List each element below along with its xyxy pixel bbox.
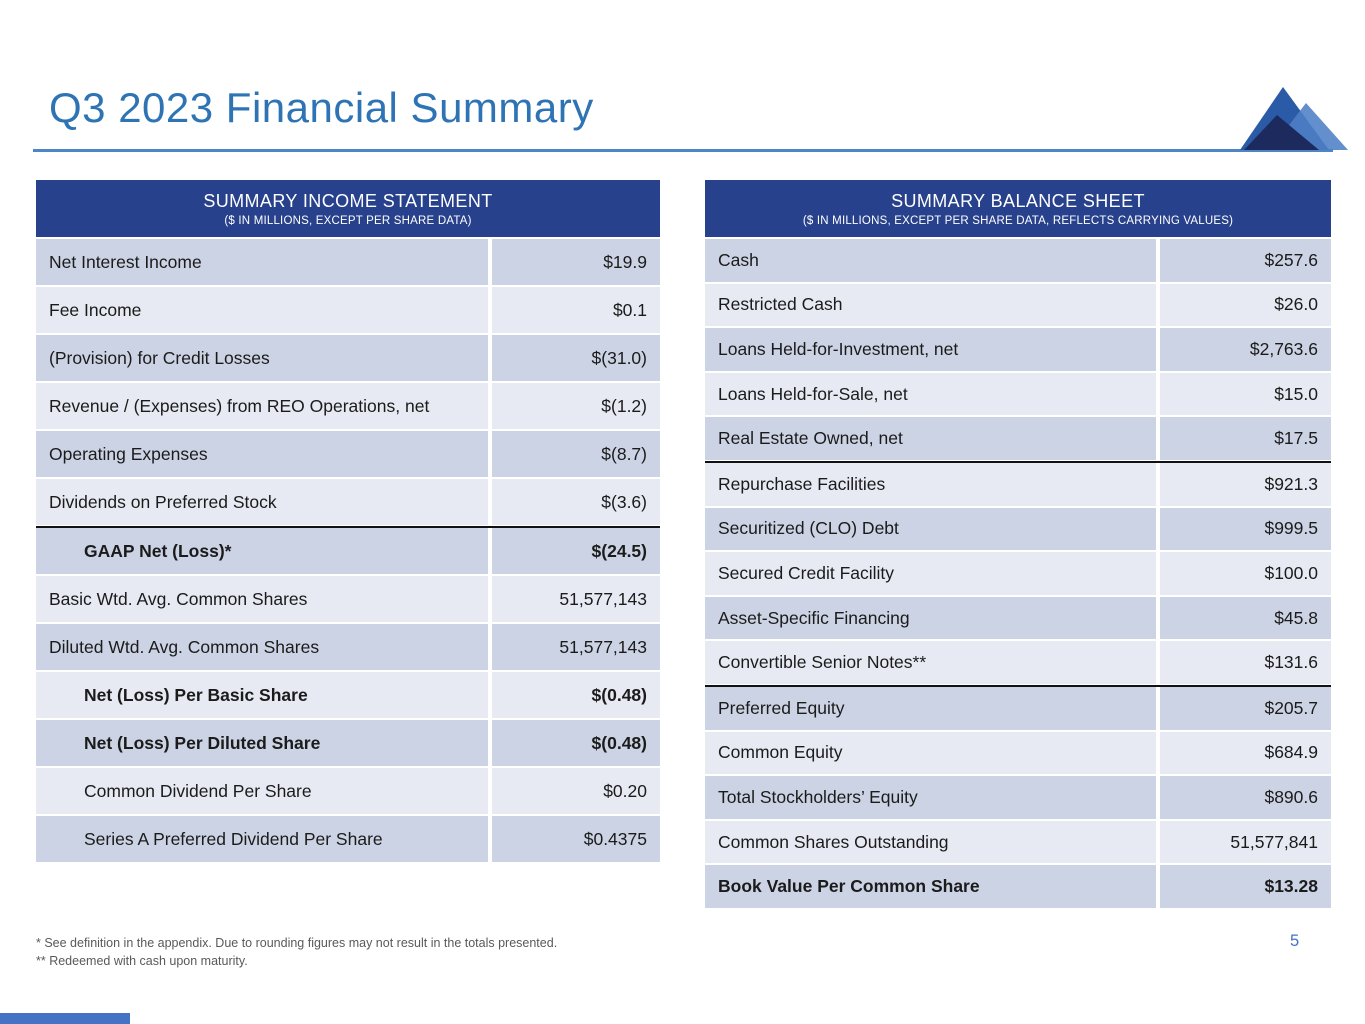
title-underline: [33, 149, 1333, 152]
table-row: [36, 720, 660, 766]
row-value: $15.0: [1160, 373, 1331, 416]
page-title: Q3 2023 Financial Summary: [49, 84, 594, 131]
page-number: 5: [1290, 932, 1300, 950]
row-label: Repurchase Facilities: [705, 463, 1156, 506]
row-label: Secured Credit Facility: [705, 552, 1156, 595]
row-value: $999.5: [1160, 508, 1331, 551]
row-label: (Provision) for Credit Losses: [36, 335, 488, 381]
table-row: [36, 576, 660, 622]
row-value: $26.0: [1160, 284, 1331, 327]
row-label: Asset-Specific Financing: [705, 597, 1156, 640]
company-logo: [1236, 86, 1348, 152]
row-label: Securitized (CLO) Debt: [705, 508, 1156, 551]
table-row: [705, 284, 1331, 327]
table-row: [36, 383, 660, 429]
row-value: $(24.5): [492, 528, 660, 574]
row-value: $0.1: [492, 287, 660, 333]
row-label: Loans Held-for-Investment, net: [705, 328, 1156, 371]
row-value: $205.7: [1160, 687, 1331, 730]
row-value: 51,577,143: [492, 624, 660, 670]
table-row: [705, 373, 1331, 416]
table-row: [36, 335, 660, 381]
balance-sheet-rows: [705, 239, 1331, 908]
row-value: $0.20: [492, 768, 660, 814]
row-label: Operating Expenses: [36, 431, 488, 477]
table-row: [36, 287, 660, 333]
table-row: [705, 732, 1331, 775]
row-label: Cash: [705, 239, 1156, 282]
row-value: $100.0: [1160, 552, 1331, 595]
income-statement-subtitle: ($ IN MILLIONS, EXCEPT PER SHARE DATA): [224, 214, 472, 227]
table-row: [36, 239, 660, 285]
footer-accent-bar: [0, 1013, 130, 1024]
table-row: [705, 865, 1331, 908]
income-statement-title: SUMMARY INCOME STATEMENT: [203, 190, 493, 211]
row-value: $45.8: [1160, 597, 1331, 640]
row-label: Loans Held-for-Sale, net: [705, 373, 1156, 416]
row-value: $(1.2): [492, 383, 660, 429]
row-value: $(8.7): [492, 431, 660, 477]
table-row: [705, 328, 1331, 371]
row-value: $(0.48): [492, 720, 660, 766]
table-row: [705, 821, 1331, 864]
row-value: $921.3: [1160, 463, 1331, 506]
table-row: [705, 597, 1331, 640]
row-label: Common Equity: [705, 732, 1156, 775]
row-label: Preferred Equity: [705, 687, 1156, 730]
row-value: $13.28: [1160, 865, 1331, 908]
table-row: [36, 624, 660, 670]
row-label: Revenue / (Expenses) from REO Operations, net: [36, 383, 488, 429]
row-label: Common Shares Outstanding: [705, 821, 1156, 864]
row-label: Restricted Cash: [705, 284, 1156, 327]
row-value: 51,577,143: [492, 576, 660, 622]
row-label: Net (Loss) Per Basic Share: [36, 672, 488, 718]
row-value: $684.9: [1160, 732, 1331, 775]
income-statement-rows: [36, 239, 660, 862]
table-row: [705, 641, 1331, 684]
table-row: [705, 685, 1331, 730]
income-statement-table: [36, 180, 660, 862]
table-row: [705, 417, 1331, 460]
row-value: $19.9: [492, 239, 660, 285]
row-value: $0.4375: [492, 816, 660, 862]
balance-sheet-subtitle: ($ IN MILLIONS, EXCEPT PER SHARE DATA, REFLECTS CARRYING VALUES): [802, 214, 1234, 227]
row-value: $17.5: [1160, 417, 1331, 460]
table-row: [705, 776, 1331, 819]
table-row: [36, 816, 660, 862]
footnote-line: ** Redeemed with cash upon maturity.: [36, 954, 248, 968]
table-row: [705, 508, 1331, 551]
table-row: [705, 239, 1331, 282]
row-value: $890.6: [1160, 776, 1331, 819]
table-row: [705, 552, 1331, 595]
balance-sheet-header: [705, 180, 1331, 237]
row-value: $(0.48): [492, 672, 660, 718]
table-row: [36, 526, 660, 574]
table-row: [36, 768, 660, 814]
row-label: Net (Loss) Per Diluted Share: [36, 720, 488, 766]
row-label: Diluted Wtd. Avg. Common Shares: [36, 624, 488, 670]
row-label: Common Dividend Per Share: [36, 768, 488, 814]
footnotes: [36, 934, 557, 970]
row-label: GAAP Net (Loss)*: [36, 528, 488, 574]
row-label: Dividends on Preferred Stock: [36, 479, 488, 525]
row-label: Basic Wtd. Avg. Common Shares: [36, 576, 488, 622]
row-value: $(31.0): [492, 335, 660, 381]
balance-sheet-title: SUMMARY BALANCE SHEET: [891, 190, 1145, 211]
balance-sheet-table: [705, 180, 1331, 908]
row-value: $(3.6): [492, 479, 660, 525]
row-label: Total Stockholders’ Equity: [705, 776, 1156, 819]
mountain-logo-icon: [1236, 86, 1348, 152]
row-label: Fee Income: [36, 287, 488, 333]
table-row: [705, 461, 1331, 506]
row-label: Net Interest Income: [36, 239, 488, 285]
row-label: Book Value Per Common Share: [705, 865, 1156, 908]
row-value: $257.6: [1160, 239, 1331, 282]
row-label: Real Estate Owned, net: [705, 417, 1156, 460]
row-value: $131.6: [1160, 641, 1331, 684]
table-row: [36, 672, 660, 718]
table-row: [36, 479, 660, 525]
footnote-line: * See definition in the appendix. Due to rounding figures may not result in the totals presented.: [36, 936, 558, 950]
table-row: [36, 431, 660, 477]
row-label: Series A Preferred Dividend Per Share: [36, 816, 488, 862]
income-statement-header: [36, 180, 660, 237]
row-value: $2,763.6: [1160, 328, 1331, 371]
row-label: Convertible Senior Notes**: [705, 641, 1156, 684]
row-value: 51,577,841: [1160, 821, 1331, 864]
